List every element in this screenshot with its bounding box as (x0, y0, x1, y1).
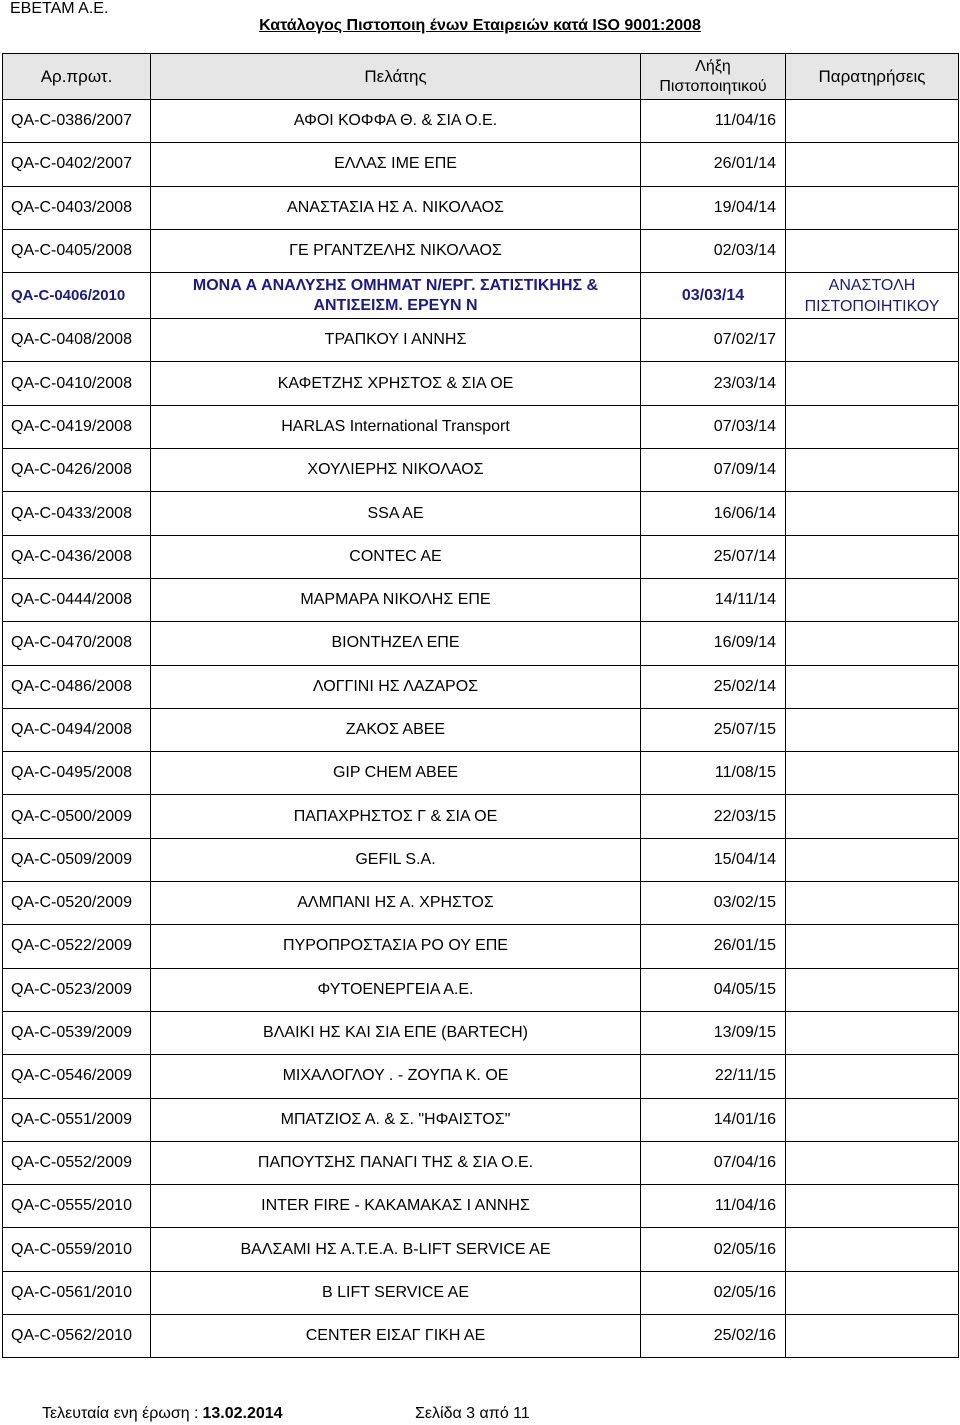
expiry-date: 13/09/15 (641, 1011, 786, 1054)
table-row (3, 1228, 959, 1271)
page-number: Σελίδα 3 από 11 (415, 1405, 530, 1422)
client-name: ΒΙΟΝΤΗΖΕΛ ΕΠΕ (151, 622, 641, 665)
client-name: B LIFT SERVICE AE (151, 1271, 641, 1314)
client-name: ΖΑΚΟΣ ΑΒΕΕ (151, 708, 641, 751)
table-row (3, 968, 959, 1011)
client-name: ΚΑΦΕΤΖΗΣ ΧΡΗΣΤΟΣ & ΣΙΑ ΟΕ (151, 362, 641, 405)
client-name: HARLAS International Transport (151, 405, 641, 448)
client-name: ΑΝΑΣΤΑΣΙΑ ΗΣ Α. ΝΙΚΟΛΑΟΣ (151, 186, 641, 229)
certificate-number: QA-C-0523/2009 (3, 968, 151, 1011)
client-name: ΜΙΧΑΛΟΓΛΟΥ . - ΖΟΥΠΑ Κ. ΟΕ (151, 1055, 641, 1098)
client-name: GIP CHEM ABEE (151, 752, 641, 795)
expiry-date: 16/09/14 (641, 622, 786, 665)
expiry-date: 25/02/14 (641, 665, 786, 708)
table-row (3, 100, 959, 143)
remarks (786, 186, 959, 229)
expiry-date: 07/09/14 (641, 449, 786, 492)
expiry-date: 25/02/16 (641, 1315, 786, 1358)
certificate-number: QA-C-0405/2008 (3, 229, 151, 272)
expiry-date: 04/05/15 (641, 968, 786, 1011)
remarks (786, 100, 959, 143)
table-row (3, 1098, 959, 1141)
client-name: ΓΕ ΡΓΑΝΤΖΕΛΗΣ ΝΙΚΟΛΑΟΣ (151, 229, 641, 272)
remarks (786, 665, 959, 708)
certificate-number: QA-C-0539/2009 (3, 1011, 151, 1054)
remarks (786, 319, 959, 362)
client-name: ΒΑΛΣΑΜΙ ΗΣ Α.Τ.Ε.Α. B-LIFT SERVICE AE (151, 1228, 641, 1271)
expiry-date: 26/01/14 (641, 143, 786, 186)
page-footer (42, 1404, 530, 1424)
client-name: ΜΠΑΤΖΙΟΣ Α. & Σ. "ΗΦΑΙΣΤΟΣ" (151, 1098, 641, 1141)
remarks (786, 968, 959, 1011)
table-row (3, 143, 959, 186)
last-update-date: 13.02.2014 (202, 1405, 283, 1422)
table-row (3, 925, 959, 968)
column-header-number: Αρ.πρωτ. (3, 54, 151, 100)
client-name: ΒΛΑΙΚΙ ΗΣ ΚΑΙ ΣΙΑ ΕΠΕ (BARTECH) (151, 1011, 641, 1054)
expiry-date: 02/05/16 (641, 1228, 786, 1271)
client-name: ΠΥΡΟΠΡΟΣΤΑΣΙΑ ΡΟ ΟΥ ΕΠΕ (151, 925, 641, 968)
remarks (786, 229, 959, 272)
certificate-number: QA-C-0559/2010 (3, 1228, 151, 1271)
remarks (786, 1055, 959, 1098)
table-row (3, 319, 959, 362)
table-row (3, 752, 959, 795)
column-header-expiry: Λήξη Πιστοποιητικού (641, 54, 786, 100)
remarks (786, 143, 959, 186)
remarks (786, 578, 959, 621)
client-name: ΜΟΝΑ Α ΑΝΑΛΥΣΗΣ ΟΜΗΜΑΤ Ν/ΕΡΓ. ΣΑΤΙΣΤΙΚΗΗΣ & ΑΝΤΙΣΕΙΣΜ. ΕΡΕΥΝ Ν (151, 273, 641, 319)
expiry-date: 25/07/15 (641, 708, 786, 751)
remarks (786, 405, 959, 448)
remarks (786, 1228, 959, 1271)
table-row (3, 882, 959, 925)
certificate-number: QA-C-0410/2008 (3, 362, 151, 405)
client-name: ΤΡΑΠΚΟΥ Ι ΑΝΝΗΣ (151, 319, 641, 362)
table-row (3, 186, 959, 229)
expiry-date: 07/02/17 (641, 319, 786, 362)
remarks (786, 925, 959, 968)
table-row (3, 1011, 959, 1054)
expiry-date: 07/04/16 (641, 1141, 786, 1184)
certificate-number: QA-C-0520/2009 (3, 882, 151, 925)
remarks (786, 752, 959, 795)
expiry-date: 11/04/16 (641, 1185, 786, 1228)
expiry-date: 15/04/14 (641, 838, 786, 881)
remarks (786, 1141, 959, 1184)
certificate-number: QA-C-0555/2010 (3, 1185, 151, 1228)
remarks (786, 1271, 959, 1314)
table-row (3, 1141, 959, 1184)
expiry-date: 07/03/14 (641, 405, 786, 448)
table-row (3, 1055, 959, 1098)
table-row (3, 578, 959, 621)
certificates-table (2, 53, 959, 1358)
certificate-number: QA-C-0494/2008 (3, 708, 151, 751)
certificate-number: QA-C-0444/2008 (3, 578, 151, 621)
table-row (3, 362, 959, 405)
expiry-date: 25/07/14 (641, 535, 786, 578)
table-header-row (3, 54, 959, 100)
table-row (3, 622, 959, 665)
client-name: ΑΛΜΠΑΝΙ ΗΣ Α. ΧΡΗΣΤΟΣ (151, 882, 641, 925)
expiry-date: 02/03/14 (641, 229, 786, 272)
table-row (3, 708, 959, 751)
remarks (786, 1098, 959, 1141)
client-name: ΦΥΤΟΕΝΕΡΓΕΙΑ Α.Ε. (151, 968, 641, 1011)
expiry-date: 22/11/15 (641, 1055, 786, 1098)
organization-name: ΕΒΕΤΑΜ Α.Ε. (10, 0, 109, 17)
certificate-number: QA-C-0561/2010 (3, 1271, 151, 1314)
client-name: CENTER ΕΙΣΑΓ ΓΙΚΗ ΑΕ (151, 1315, 641, 1358)
client-name: CONTEC AE (151, 535, 641, 578)
table-row (3, 1315, 959, 1358)
table-row (3, 1185, 959, 1228)
client-name: SSA AE (151, 492, 641, 535)
expiry-date: 03/03/14 (641, 273, 786, 319)
remarks (786, 449, 959, 492)
remarks (786, 1185, 959, 1228)
remarks: ΑΝΑΣΤΟΛΗ ΠΙΣΤΟΠΟΙΗΤΙΚΟΥ (786, 273, 959, 319)
expiry-date: 11/04/16 (641, 100, 786, 143)
certificate-number: QA-C-0552/2009 (3, 1141, 151, 1184)
certificate-number: QA-C-0546/2009 (3, 1055, 151, 1098)
expiry-date: 16/06/14 (641, 492, 786, 535)
expiry-date: 14/11/14 (641, 578, 786, 621)
certificate-number: QA-C-0426/2008 (3, 449, 151, 492)
certificate-number: QA-C-0402/2007 (3, 143, 151, 186)
remarks (786, 622, 959, 665)
expiry-date: 22/03/15 (641, 795, 786, 838)
certificate-number: QA-C-0500/2009 (3, 795, 151, 838)
table-row (3, 665, 959, 708)
remarks (786, 362, 959, 405)
client-name: ΛΟΓΓΙΝΙ ΗΣ ΛΑΖΑΡΟΣ (151, 665, 641, 708)
table-row (3, 838, 959, 881)
certificate-number: QA-C-0403/2008 (3, 186, 151, 229)
table-row (3, 229, 959, 272)
client-name: ΧΟΥΛΙΕΡΗΣ ΝΙΚΟΛΑΟΣ (151, 449, 641, 492)
remarks (786, 882, 959, 925)
remarks (786, 1011, 959, 1054)
table-row (3, 1271, 959, 1314)
certificate-number: QA-C-0509/2009 (3, 838, 151, 881)
document-title: Κατάλογος Πιστοποιη ένων Εταιρειών κατά ISO 9001:2008 (259, 17, 701, 34)
remarks (786, 535, 959, 578)
certificate-number: QA-C-0562/2010 (3, 1315, 151, 1358)
expiry-date: 14/01/16 (641, 1098, 786, 1141)
expiry-date: 26/01/15 (641, 925, 786, 968)
table-row (3, 449, 959, 492)
certificate-number: QA-C-0433/2008 (3, 492, 151, 535)
remarks (786, 492, 959, 535)
remarks (786, 708, 959, 751)
client-name: ΑΦΟΙ ΚΟΦΦΑ Θ. & ΣΙΑ Ο.Ε. (151, 100, 641, 143)
expiry-date: 03/02/15 (641, 882, 786, 925)
client-name: GEFIL S.A. (151, 838, 641, 881)
column-header-client: Πελάτης (151, 54, 641, 100)
expiry-date: 23/03/14 (641, 362, 786, 405)
certificate-number: QA-C-0522/2009 (3, 925, 151, 968)
table-row (3, 405, 959, 448)
certificate-number: QA-C-0551/2009 (3, 1098, 151, 1141)
table-row (3, 492, 959, 535)
client-name: INTER FIRE - ΚΑΚΑΜΑΚΑΣ Ι ΑΝΝΗΣ (151, 1185, 641, 1228)
certificate-number: QA-C-0408/2008 (3, 319, 151, 362)
expiry-date: 11/08/15 (641, 752, 786, 795)
column-header-notes: Παρατηρήσεις (786, 54, 959, 100)
expiry-date: 19/04/14 (641, 186, 786, 229)
client-name: ΠΑΠΑΧΡΗΣΤΟΣ Γ & ΣΙΑ ΟΕ (151, 795, 641, 838)
remarks (786, 838, 959, 881)
client-name: ΠΑΠΟΥΤΣΗΣ ΠΑΝΑΓΙ ΤΗΣ & ΣΙΑ Ο.Ε. (151, 1141, 641, 1184)
certificate-number: QA-C-0436/2008 (3, 535, 151, 578)
last-update-label: Τελευταία ενη έρωση : (42, 1405, 199, 1422)
table-row (3, 273, 959, 319)
table-row (3, 535, 959, 578)
remarks (786, 795, 959, 838)
table-row (3, 795, 959, 838)
certificate-number: QA-C-0419/2008 (3, 405, 151, 448)
remarks (786, 1315, 959, 1358)
certificate-number: QA-C-0495/2008 (3, 752, 151, 795)
client-name: ΕΛΛΑΣ ΙΜΕ ΕΠΕ (151, 143, 641, 186)
client-name: ΜΑΡΜΑΡΑ ΝΙΚΟΛΗΣ ΕΠΕ (151, 578, 641, 621)
certificate-number: QA-C-0470/2008 (3, 622, 151, 665)
certificate-number: QA-C-0386/2007 (3, 100, 151, 143)
certificate-number: QA-C-0486/2008 (3, 665, 151, 708)
expiry-date: 02/05/16 (641, 1271, 786, 1314)
certificate-number: QA-C-0406/2010 (3, 273, 151, 319)
